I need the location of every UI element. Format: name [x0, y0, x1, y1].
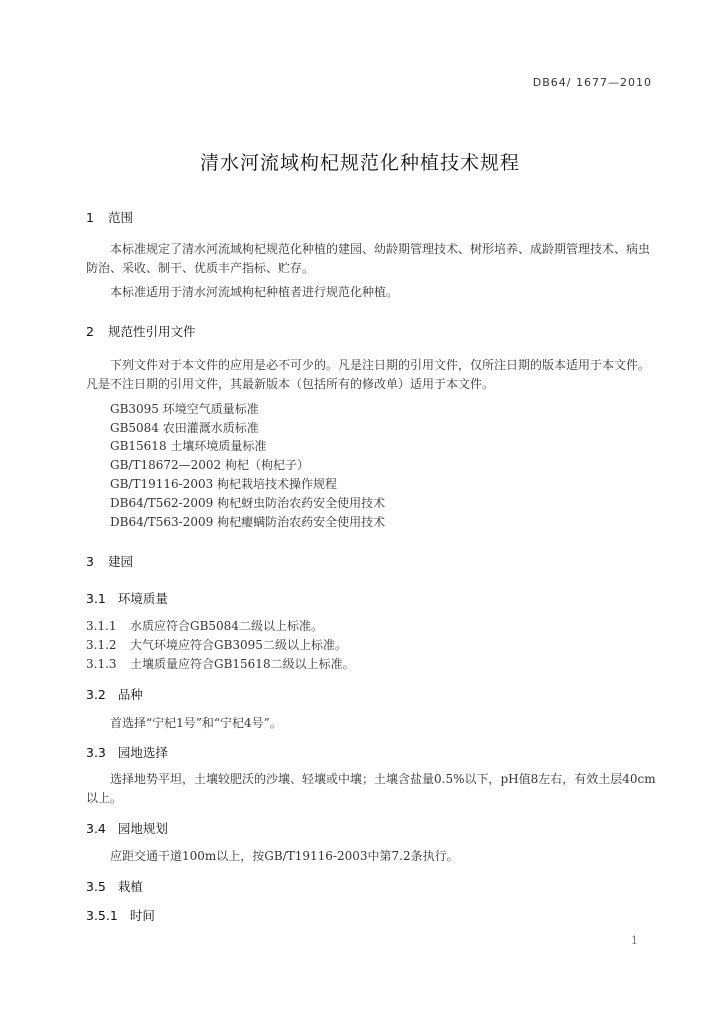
section-3-2-text: 首选择“宁杞1号”和“宁杞4号”。 — [110, 716, 282, 730]
section-title: 园地规划 — [117, 821, 168, 836]
section-title: 范围 — [107, 210, 133, 225]
clause-3-1-1 — [86, 617, 323, 634]
section-1-paragraph-2: 本标准适用于清水河流域枸杞种植者进行规范化种植。 — [110, 285, 399, 299]
section-3-4-text: 应距交通干道100m以上，按GB/T19116-2003中第7.2条执行。 — [110, 849, 459, 863]
clause-number: 3.1.2 — [86, 638, 117, 652]
clause-text: 大气环境应符合GB3095二级以上标准。 — [130, 638, 347, 652]
clause-3-1-2 — [86, 636, 347, 653]
page-number: 1 — [631, 934, 638, 947]
reference-item: GB/T18672—2002 枸杞（枸杞子） — [110, 458, 309, 472]
reference-item: GB/T19116-2003 枸杞栽培技术操作规程 — [110, 477, 338, 491]
section-number: 3 — [86, 554, 94, 569]
section-title: 品种 — [117, 687, 143, 702]
section-1-paragraph-1: 本标准规定了清水河流域枸杞规范化种植的建园、幼龄期管理技术、树形培养、成龄期管理技术、病虫防治、采收、制干、优质丰产指标、贮存。 — [86, 242, 651, 275]
section-title: 环境质量 — [117, 591, 168, 606]
section-3-heading — [86, 552, 133, 570]
clause-3-1-3 — [86, 655, 355, 672]
document-title: 清水河流域枸杞规范化种植技术规程 — [199, 152, 520, 174]
section-number: 3.5 — [86, 879, 106, 894]
section-number: 3.2 — [86, 687, 106, 702]
section-title: 规范性引用文件 — [107, 324, 196, 339]
section-title: 时间 — [129, 908, 155, 923]
reference-item: DB64/T562-2009 枸杞蚜虫防治农药安全使用技术 — [110, 496, 386, 510]
section-title: 园地选择 — [117, 745, 168, 760]
section-number: 1 — [86, 210, 94, 225]
section-title: 栽植 — [117, 879, 143, 894]
section-number: 3.5.1 — [86, 908, 118, 923]
section-3-5-heading — [86, 877, 143, 895]
section-2-heading — [86, 322, 195, 340]
reference-item: DB64/T563-2009 枸杞瘿螨防治农药安全使用技术 — [110, 515, 386, 529]
section-number: 2 — [86, 324, 94, 339]
section-number: 3.4 — [86, 821, 106, 836]
reference-item: GB3095 环境空气质量标准 — [110, 402, 259, 416]
section-3-1-heading — [86, 589, 168, 607]
section-3-4-heading — [86, 819, 168, 837]
clause-text: 土壤质量应符合GB15618二级以上标准。 — [130, 657, 355, 671]
section-3-5-1-heading — [86, 906, 155, 924]
clause-number: 3.1.1 — [86, 619, 117, 633]
section-3-2-heading — [86, 685, 143, 703]
section-number: 3.1 — [86, 591, 106, 606]
reference-item: GB15618 土壤环境质量标准 — [110, 439, 267, 453]
clause-text: 水质应符合GB5084二级以上标准。 — [130, 619, 323, 633]
document-code: DB64/ 1677—2010 — [532, 76, 652, 89]
reference-item: GB5084 农田灌溉水质标准 — [110, 421, 259, 435]
section-number: 3.3 — [86, 745, 106, 760]
section-title: 建园 — [107, 554, 133, 569]
section-2-paragraph: 下列文件对于本文件的应用是必不可少的。凡是注日期的引用文件，仅所注日期的版本适用于本文件。凡是不注日期的引用文件，其最新版本（包括所有的修改单）适用于本文件。 — [86, 358, 651, 391]
section-1-heading — [86, 208, 133, 226]
section-3-3-heading — [86, 743, 168, 761]
clause-number: 3.1.3 — [86, 657, 117, 671]
section-3-3-text: 选择地势平坦，土壤较肥沃的沙壤、轻壤或中壤；土壤含盐量0.5%以下，pH值8左右，有效土层40cm以上。 — [86, 772, 656, 805]
